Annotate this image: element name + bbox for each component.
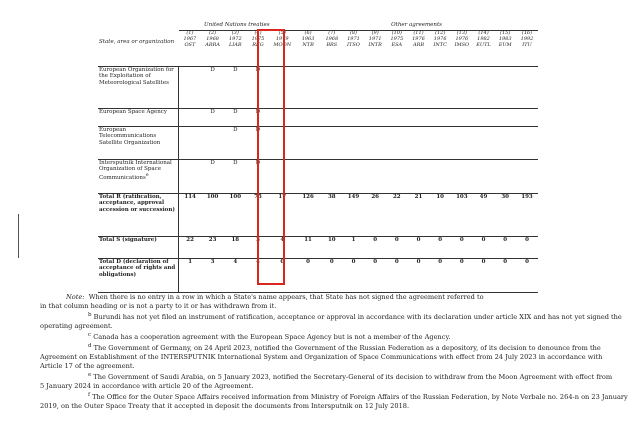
- footnote-d: $^d$ The Government of Germany, on 24 April 2023, notified the Government of the Russian Federation as a depository, of its decision to denounce from the: [88, 342, 601, 353]
- cell-value: [473, 66, 495, 108]
- footnote-b-cont: operating agreement.: [40, 321, 113, 330]
- cell-value: 193: [516, 193, 538, 236]
- group-other-agreements: Other agreements: [295, 22, 538, 31]
- cell-value: [321, 66, 343, 108]
- cell-value: D: [247, 108, 270, 126]
- column-header-intr: (9) 1971 INTR: [364, 31, 386, 67]
- cell-value: 0: [343, 258, 365, 292]
- column-header-itso: (8) 1971 ITSO: [343, 31, 365, 67]
- cell-value: 0: [386, 236, 408, 258]
- column-header-imso: (13) 1976 IMSO: [451, 31, 473, 67]
- cell-value: [364, 108, 386, 126]
- cell-value: D: [247, 66, 270, 108]
- table-notes: [40, 293, 630, 411]
- table-row: [98, 126, 538, 159]
- cell-value: [451, 159, 473, 193]
- cell-value: [494, 66, 516, 108]
- cell-value: [343, 66, 365, 108]
- cell-value: 17: [269, 193, 295, 236]
- footnote-f: $^f$ The Office for the Outer Space Affairs received information from Ministry of Foreign Affairs of the Russian Federation, by Note Verbale no. 264-n on 23 January: [88, 391, 628, 401]
- cell-value: [364, 66, 386, 108]
- cell-value: [429, 66, 451, 108]
- cell-value: [408, 66, 430, 108]
- cell-value: 0: [494, 236, 516, 258]
- row-label: European Telecommunications Satellite Organization: [98, 126, 179, 159]
- column-header-esa: (10) 1975 ESA: [386, 31, 408, 67]
- cell-value: 30: [494, 193, 516, 236]
- cell-value: 26: [364, 193, 386, 236]
- cell-value: [386, 159, 408, 193]
- cell-value: D: [224, 126, 247, 159]
- cell-value: D: [224, 159, 247, 193]
- table-row: [98, 108, 538, 126]
- cell-value: 3: [247, 236, 270, 258]
- cell-value: [386, 126, 408, 159]
- footnote-b: $^b$ Burundi has not yet filed an instrument of ratification, acceptance or approval in accordance with its declaration under article XIX and has not yet signed the: [88, 311, 622, 321]
- cell-value: 0: [408, 258, 430, 292]
- cell-value: [473, 126, 495, 159]
- row-label: Total R (ratification, acceptance, approval accession or succession): [98, 193, 179, 236]
- cell-value: [364, 159, 386, 193]
- cell-value: [429, 159, 451, 193]
- column-header-moon: (5) 1979 MOON: [269, 31, 295, 67]
- cell-value: 38: [321, 193, 343, 236]
- cell-value: D: [201, 159, 224, 193]
- cell-value: 0: [364, 258, 386, 292]
- cell-value: 0: [321, 258, 343, 292]
- cell-value: 0: [494, 258, 516, 292]
- cell-value: [408, 159, 430, 193]
- cell-value: 22: [179, 236, 202, 258]
- cell-value: D: [201, 66, 224, 108]
- cell-value: 0: [269, 258, 295, 292]
- cell-value: [201, 126, 224, 159]
- cell-value: [408, 108, 430, 126]
- row-label: Total S (signature): [98, 236, 179, 258]
- cell-value: [494, 126, 516, 159]
- state-header: State, area or organization: [98, 31, 179, 67]
- cell-value: [321, 126, 343, 159]
- column-header-reg: (4) 1975 REG: [247, 31, 270, 67]
- cell-value: 23: [201, 236, 224, 258]
- cell-value: D: [201, 108, 224, 126]
- note-label: Note:: [66, 293, 85, 301]
- table-row: [98, 66, 538, 108]
- total-row: [98, 236, 538, 258]
- cell-value: 1: [343, 236, 365, 258]
- cell-value: [364, 126, 386, 159]
- cell-value: [343, 108, 365, 126]
- cell-value: [179, 66, 202, 108]
- cell-value: 0: [295, 258, 321, 292]
- cell-value: 0: [473, 236, 495, 258]
- cell-value: [321, 108, 343, 126]
- cell-value: 0: [516, 258, 538, 292]
- cell-value: [451, 66, 473, 108]
- treaty-status-table: [98, 22, 538, 293]
- cell-value: 75: [247, 193, 270, 236]
- cell-value: [343, 159, 365, 193]
- cell-value: [295, 108, 321, 126]
- note-text-cont: in that column heading or is not a party to it or has withdrawn from it.: [40, 301, 277, 310]
- group-spacer: [98, 22, 179, 31]
- cell-value: [295, 126, 321, 159]
- column-header-eum: (15) 1983 EUM: [494, 31, 516, 67]
- column-header-brs: (7) 1968 BRS: [321, 31, 343, 67]
- column-header-arra: (2) 1968 ARRA: [201, 31, 224, 67]
- cell-value: 0: [516, 236, 538, 258]
- cell-value: 114: [179, 193, 202, 236]
- row-label: Total D (declaration of acceptance of rights and obligations): [98, 258, 179, 292]
- moon-column-highlight: [257, 29, 285, 285]
- cell-value: [295, 66, 321, 108]
- cell-value: 149: [343, 193, 365, 236]
- cell-value: D: [224, 66, 247, 108]
- cell-value: D: [224, 108, 247, 126]
- cell-value: [473, 108, 495, 126]
- column-header-itu: (16) 1992 ITU: [516, 31, 538, 67]
- total-row: [98, 193, 538, 236]
- cell-value: 0: [386, 258, 408, 292]
- cell-value: 1: [179, 258, 202, 292]
- cell-value: [179, 108, 202, 126]
- cell-value: [295, 159, 321, 193]
- cell-value: [343, 126, 365, 159]
- footnote-d-cont: Agreement on Establishment of the INTERSPUTNIK International System and Organization of Space Communications with effect from 24 July 2023 in accordance with: [40, 353, 603, 361]
- cell-value: 4: [247, 258, 270, 292]
- cell-value: [451, 126, 473, 159]
- cell-value: [494, 159, 516, 193]
- cell-value: 100: [224, 193, 247, 236]
- cell-value: [408, 126, 430, 159]
- row-label: European Organization for the Exploitation of Meteorological Satellites: [98, 66, 179, 108]
- row-label: European Space Agency: [98, 108, 179, 126]
- cell-value: 21: [408, 193, 430, 236]
- cell-value: [516, 108, 538, 126]
- column-header-liab: (3) 1972 LIAB: [224, 31, 247, 67]
- cell-value: [179, 159, 202, 193]
- cell-value: 100: [201, 193, 224, 236]
- cell-value: 49: [473, 193, 495, 236]
- cell-value: [516, 126, 538, 159]
- cell-value: 4: [224, 258, 247, 292]
- footnote-d-cont2: Article 17 of the agreement.: [40, 361, 135, 370]
- cell-value: [494, 108, 516, 126]
- cell-value: 0: [364, 236, 386, 258]
- cell-value: 3: [201, 258, 224, 292]
- cell-value: [386, 66, 408, 108]
- cell-value: [451, 108, 473, 126]
- cell-value: 22: [386, 193, 408, 236]
- total-row: [98, 258, 538, 292]
- cell-value: 0: [429, 258, 451, 292]
- cell-value: [516, 66, 538, 108]
- cell-value: [473, 159, 495, 193]
- cell-value: 0: [451, 236, 473, 258]
- cell-value: 0: [451, 258, 473, 292]
- column-header-arb: (11) 1976 ARB: [408, 31, 430, 67]
- footnote-e-cont: 5 January 2024 in accordance with article 20 of the Agreement.: [40, 381, 254, 390]
- footnote-e: $^e$ The Government of Saudi Arabia, on 5 January 2023, notified the Secretary-General of its decision to withdraw from the Moon Agreement with effect from: [88, 371, 613, 381]
- group-un-treaties: United Nations treaties: [179, 22, 296, 31]
- cell-value: 126: [295, 193, 321, 236]
- cell-value: [321, 159, 343, 193]
- footnote-f-cont: 2019, on the Outer Space Treaty that it accepted in deposit the documents from Intersputnik on 12 July 2018.: [40, 401, 410, 410]
- cell-value: 0: [429, 236, 451, 258]
- cell-value: [429, 126, 451, 159]
- cell-value: [429, 108, 451, 126]
- cell-value: 10: [321, 236, 343, 258]
- note-text: When there is no entry in a row in which a State's name appears, that State has not signed the agreement referred to: [88, 293, 484, 301]
- table-row: [98, 159, 538, 193]
- cell-value: 10: [429, 193, 451, 236]
- cell-value: 18: [224, 236, 247, 258]
- cell-value: [179, 126, 202, 159]
- note-line: [40, 293, 630, 302]
- row-label: Intersputnik International Organization of Space Communications$^e$: [98, 159, 179, 193]
- footnote-c: $^c$ Canada has a cooperation agreement with the European Space Agency but is not a member of the Agency.: [88, 331, 451, 341]
- cell-value: 11: [295, 236, 321, 258]
- column-header-eutl: (14) 1982 EUTL: [473, 31, 495, 67]
- column-header-intc: (12) 1976 INTC: [429, 31, 451, 67]
- cell-value: 4: [269, 236, 295, 258]
- cell-value: 0: [408, 236, 430, 258]
- cell-value: 103: [451, 193, 473, 236]
- column-header-ntb: (6) 1963 NTB: [295, 31, 321, 67]
- cell-value: 0: [473, 258, 495, 292]
- column-header-ost: (1) 1967 OST: [179, 31, 202, 67]
- cell-value: [516, 159, 538, 193]
- cell-value: D: [247, 126, 270, 159]
- left-margin-bar: [18, 214, 19, 258]
- cell-value: D: [247, 159, 270, 193]
- cell-value: [386, 108, 408, 126]
